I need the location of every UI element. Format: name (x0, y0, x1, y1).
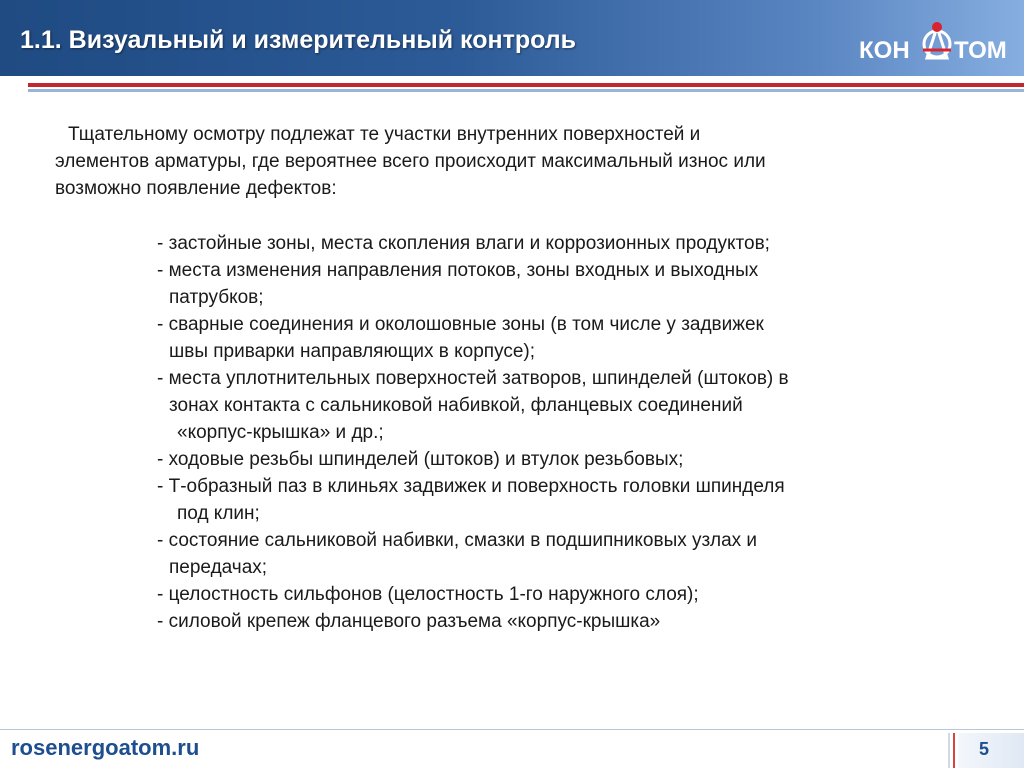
list-item: - сварные соединения и околошовные зоны (в том числе у задвижек (157, 314, 764, 335)
header-divider-blue (28, 89, 1024, 92)
list-item-continuation: зонах контакта с сальниковой набивкой, фланцевых соединений (169, 395, 743, 416)
company-logo (857, 14, 1015, 66)
footer-separator-accent (953, 733, 955, 768)
list-item: - целостность сильфонов (целостность 1-го наружного слоя); (157, 584, 699, 605)
list-item-continuation: патрубков; (169, 287, 264, 308)
list-item: - места уплотнительных поверхностей затворов, шпинделей (штоков) в (157, 368, 789, 389)
inspection-list (157, 230, 977, 635)
list-item: - застойные зоны, места скопления влаги и коррозионных продуктов; (157, 233, 770, 254)
intro-line: элементов арматуры, где вероятнее всего происходит максимальный износ или (55, 151, 766, 172)
svg-text:ТОМ: ТОМ (954, 37, 1007, 64)
footer-separator (948, 733, 950, 768)
slide-title: 1.1. Визуальный и измерительный контроль (20, 26, 577, 54)
list-item-continuation: под клин; (177, 503, 260, 524)
svg-text:КОН: КОН (859, 37, 910, 64)
list-item: - силовой крепеж фланцевого разъема «корпус-крышка» (157, 611, 661, 632)
list-item-continuation: швы приварки направляющих в корпусе); (169, 341, 536, 362)
list-item: - состояние сальниковой набивки, смазки в подшипниковых узлах и (157, 530, 758, 551)
list-item: - места изменения направления потоков, зоны входных и выходных (157, 260, 759, 281)
list-item: - Т-образный паз в клиньях задвижек и поверхность головки шпинделя (157, 476, 785, 497)
footer-website[interactable]: rosenergoatom.ru (11, 735, 200, 760)
page-number: 5 (979, 739, 990, 759)
intro-line: возможно появление дефектов: (55, 178, 337, 199)
list-item: - ходовые резьбы шпинделей (штоков) и втулок резьбовых; (157, 449, 684, 470)
header-divider-red (28, 83, 1024, 87)
header-bar (0, 0, 1024, 76)
list-item-continuation: «корпус-крышка» и др.; (177, 422, 384, 443)
page-number-box (958, 733, 1024, 768)
intro-paragraph (55, 121, 955, 202)
intro-line: Тщательному осмотру подлежат те участки внутренних поверхностей и (68, 124, 701, 145)
footer-divider (0, 729, 1024, 730)
list-item-continuation: передачах; (169, 557, 268, 578)
